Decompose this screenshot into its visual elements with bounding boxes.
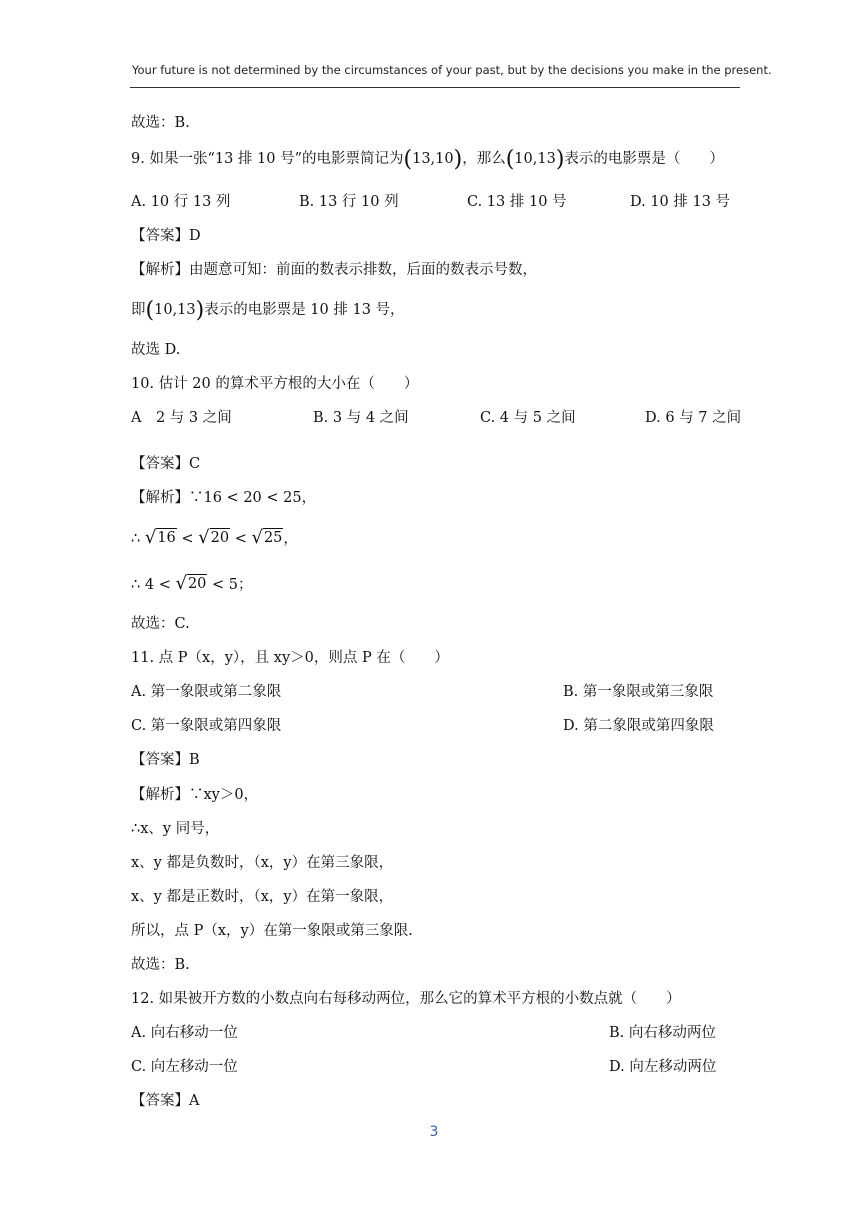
q9-analysis-2 (131, 300, 405, 321)
q12-stem: 12. 如果被开方数的小数点向右每移动两位，那么它的算术平方根的小数点就（ ） (131, 991, 681, 1007)
q9-answer: 【答案】D (131, 228, 201, 244)
therefore-symbol: ∴ (131, 577, 141, 593)
q10-analysis-1-prefix: 【解析】∵ (131, 490, 204, 506)
header-divider (130, 87, 740, 88)
radical-sign: √ (175, 573, 187, 594)
q11-option-c: C. 第一象限或第四象限 (131, 718, 282, 734)
q11-analysis-4: x、y 都是正数时，（x，y）在第一象限， (131, 889, 394, 905)
q11-analysis-2: ∴x、y 同号， (131, 821, 220, 837)
q10-stem: 10. 估计 20 的算术平方根的大小在（ ） (131, 376, 419, 392)
q12-answer: 【答案】A (131, 1093, 200, 1109)
q9-analysis-1: 【解析】由题意可知：前面的数表示排数，后面的数表示号数， (131, 262, 537, 278)
less-than-2: < (234, 531, 247, 547)
q10-analysis-3 (131, 574, 253, 595)
radicand-25: 25 (263, 530, 283, 546)
q10-option-a: A 2 与 3 之间 (131, 410, 232, 426)
q10-analysis-1 (131, 488, 316, 508)
sqrt-20 (198, 528, 230, 547)
q12-option-a: A. 向右移动一位 (131, 1025, 238, 1041)
q11-analysis-1: 【解析】∵xy＞0， (131, 787, 259, 803)
q12-option-d: D. 向左移动两位 (609, 1059, 717, 1075)
q11-option-a: A. 第一象限或第二象限 (131, 684, 282, 700)
radical-sign: √ (251, 527, 263, 548)
q10-conclusion: 故选：C. (131, 616, 190, 632)
q9-paren-close-2: ) (555, 147, 565, 172)
comma: ， (283, 531, 298, 547)
radicand-20: 20 (210, 530, 230, 546)
q9-analysis-2-suffix: 表示的电影票是 10 排 13 号， (204, 302, 405, 318)
q8-conclusion: 故选：B. (131, 115, 190, 131)
radicand-20: 20 (187, 576, 207, 592)
q12-option-b: B. 向右移动两位 (609, 1025, 716, 1041)
q9-analysis-paren-open: ( (145, 298, 155, 323)
q10-option-c: C. 4 与 5 之间 (480, 410, 576, 426)
q10-answer: 【答案】C (131, 456, 201, 472)
q10-inequality: 16 < 20 < 25 (203, 490, 302, 506)
q9-stem-part2: ，那么 (462, 151, 506, 167)
less-than-4: < (212, 577, 225, 593)
q10-analysis-1-suffix: ， (301, 490, 317, 506)
q10-analysis-2 (131, 528, 298, 549)
radical-sign: √ (198, 527, 210, 548)
q9-option-c: C. 13 排 10 号 (467, 194, 567, 210)
less-than-3: < (158, 577, 171, 593)
header-motto: Your future is not determined by the circumstances of your past, but by the decisions you make in the present. (132, 63, 772, 77)
q10-option-d: D. 6 与 7 之间 (645, 410, 742, 426)
q11-option-b: B. 第一象限或第三象限 (563, 684, 714, 700)
q9-option-b: B. 13 行 10 列 (299, 194, 399, 210)
q11-conclusion: 故选：B. (131, 957, 190, 973)
q9-paren-open-1: ( (403, 147, 413, 172)
q9-paren-close-1: ) (453, 147, 463, 172)
page-number: 3 (429, 1124, 439, 1140)
q11-option-d: D. 第二象限或第四象限 (563, 718, 714, 734)
radicand-16: 16 (157, 530, 176, 546)
therefore-symbol: ∴ (131, 531, 141, 547)
q9-option-d: D. 10 排 13 号 (630, 194, 731, 210)
sqrt-16 (145, 528, 177, 547)
q9-paren-open-2: ( (505, 147, 515, 172)
q9-analysis-tuple: 10,13 (154, 302, 196, 318)
q11-analysis-3: x、y 都是负数时，（x，y）在第三象限， (131, 855, 394, 871)
q11-analysis-5: 所以，点 P（x，y）在第一象限或第三象限. (131, 923, 413, 939)
q9-stem (131, 149, 724, 170)
q9-analysis-2-prefix: 即 (131, 302, 146, 318)
semicolon: ； (238, 577, 253, 593)
q9-stem-part3: 表示的电影票是（ ） (564, 151, 724, 167)
sqrt-25 (251, 528, 283, 547)
sqrt-20 (175, 574, 207, 593)
q11-stem: 11. 点 P（x，y），且 xy＞0，则点 P 在（ ） (131, 650, 449, 666)
q10-option-b: B. 3 与 4 之间 (313, 410, 409, 426)
radical-sign: √ (144, 527, 157, 548)
q9-tuple-1: 13,10 (412, 151, 454, 167)
q11-answer: 【答案】B (131, 752, 200, 768)
value-4: 4 (144, 577, 155, 593)
q12-option-c: C. 向左移动一位 (131, 1059, 238, 1075)
q9-option-a: A. 10 行 13 列 (131, 194, 231, 210)
value-5: 5 (228, 577, 238, 593)
q9-tuple-2: 10,13 (514, 151, 556, 167)
q9-analysis-paren-close: ) (195, 298, 205, 323)
q9-stem-part1: 9. 如果一张“13 排 10 号”的电影票简记为 (131, 151, 404, 167)
less-than-1: < (181, 531, 194, 547)
q9-conclusion: 故选 D. (131, 342, 181, 358)
